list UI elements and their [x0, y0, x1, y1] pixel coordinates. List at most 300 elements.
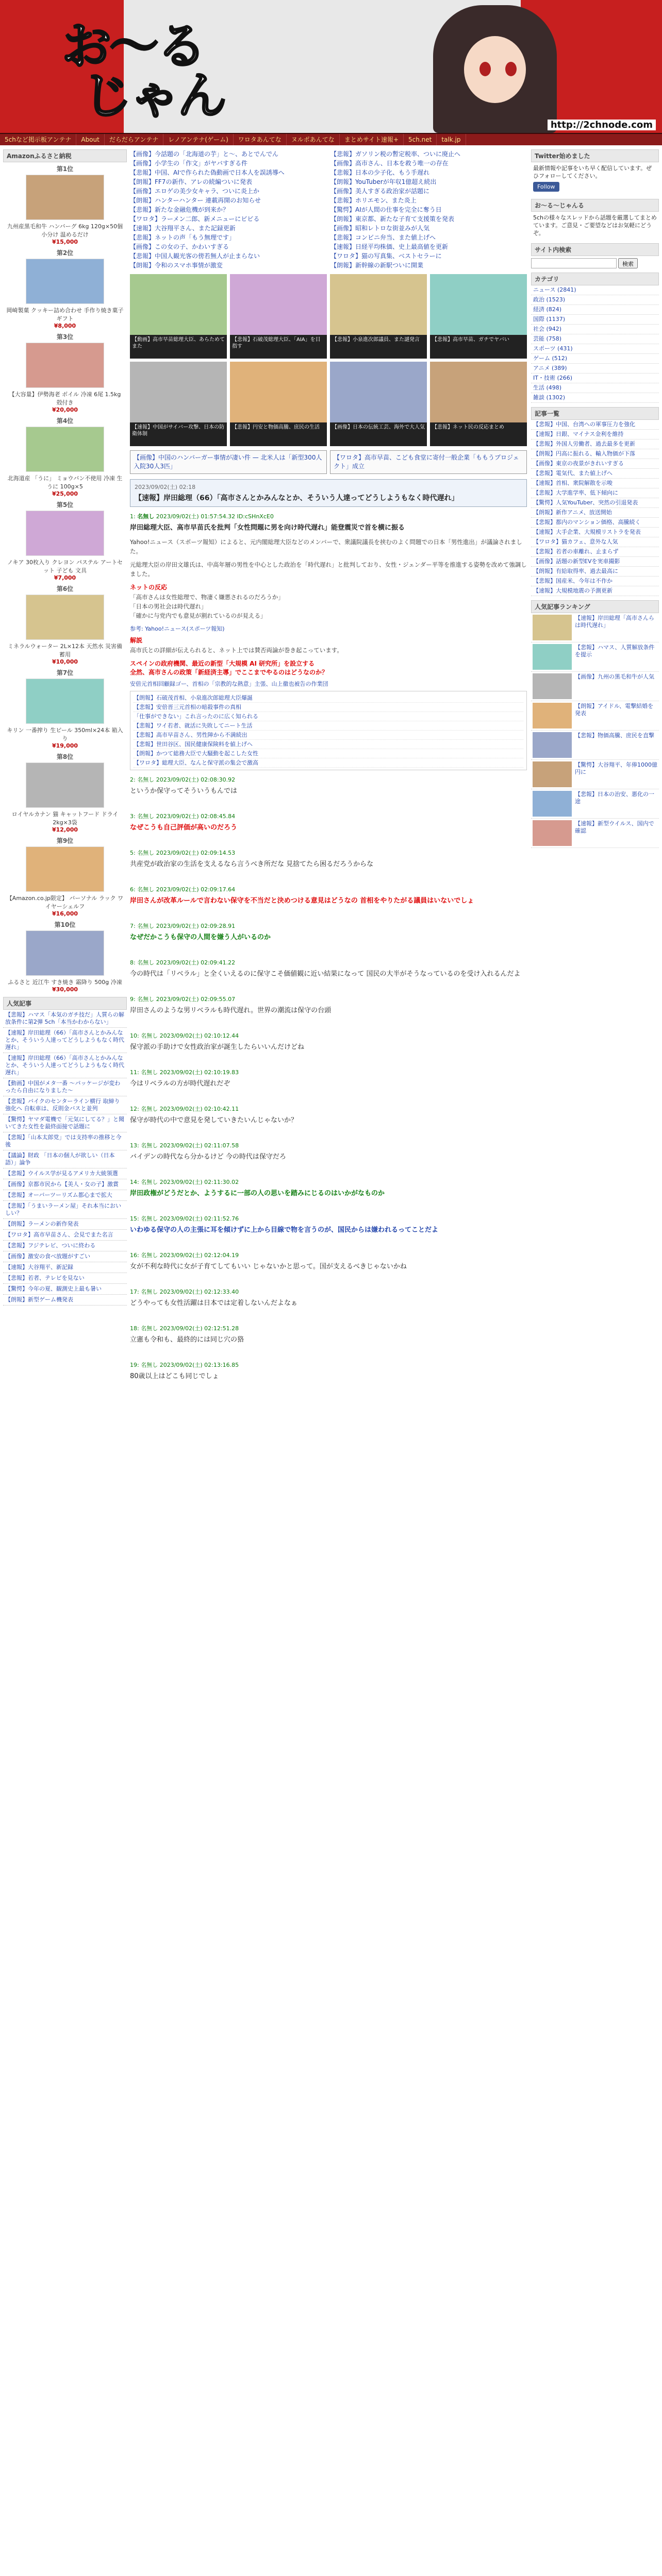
related-article-link[interactable]: 【ワロタ】総理大臣、なんと保守派の集会で激高 — [134, 758, 523, 768]
net-reaction-3: 「確かに与党内でも意見が割れているのが見える」 — [130, 612, 267, 619]
top-link-item[interactable]: 【画像】昭和レトロな街並みが人気 — [330, 225, 430, 232]
comment — [130, 922, 527, 943]
comment — [130, 849, 527, 870]
comment-meta: 3: 名無し 2023/09/02(土) 02:08:45.84 — [130, 813, 236, 820]
pre-article-banners — [130, 450, 527, 474]
comment-text: 保守が時代の中で意見を発していきたいんじゃないか？ — [130, 1116, 298, 1124]
site-logo[interactable] — [62, 7, 227, 125]
ad-rank: 第2位 — [56, 249, 74, 257]
left-sidebar — [3, 149, 127, 1306]
thumbnail-card[interactable] — [230, 274, 327, 359]
top-link-item[interactable]: 【朗報】新幹線の新駅ついに開業 — [330, 262, 424, 269]
amazon-ad-card[interactable] — [6, 836, 124, 917]
nav-item[interactable]: まとめサイト速報+ — [340, 134, 404, 145]
commentary-heading: 解説 — [130, 637, 143, 644]
twitter-text: 最新情報や記事をいち早く配信しています。ぜひフォローしてください。 — [533, 165, 652, 179]
ranking-title-text[interactable]: 【驚愕】大谷翔平、年俸1000億円に — [575, 761, 657, 775]
category-item[interactable]: 社会 (942) — [531, 325, 659, 334]
comment — [130, 958, 527, 979]
comment-meta: 13: 名無し 2023/09/02(土) 02:11:07.58 — [130, 1142, 239, 1149]
ad-rank: 第6位 — [56, 585, 74, 592]
top-link-item[interactable]: 【画像】この女の子、かわいすぎる — [130, 243, 229, 250]
thumbnail-card[interactable] — [130, 274, 227, 359]
feed-item[interactable]: 【悲報】若者の車離れ、止まらず — [531, 547, 659, 557]
ad-price: ¥25,000 — [52, 490, 78, 497]
post-number: 1: — [130, 513, 136, 520]
comment-list — [130, 775, 527, 1382]
article-date: 2023/09/02(土) 02:18 — [135, 484, 196, 490]
ranking-thumbnail[interactable] — [533, 732, 572, 758]
ad-rank: 第9位 — [56, 837, 74, 844]
top-link-item[interactable]: 【悲報】ホリエモン、また炎上 — [330, 197, 417, 204]
amazon-ad-card[interactable] — [6, 752, 124, 833]
category-item[interactable]: 経済 (824) — [531, 305, 659, 315]
thumbnail-image[interactable] — [230, 362, 327, 422]
net-reaction-2: 「日本の男社会は時代遅れ」 — [130, 603, 207, 610]
comment-meta: 8: 名無し 2023/09/02(土) 02:09:41.22 — [130, 959, 236, 966]
category-item[interactable]: 芸能 (758) — [531, 334, 659, 344]
search-title: サイト内検索 — [531, 243, 659, 256]
article-title: 【速報】岸田総理（66）「高市さんとかみんなとか、そういう人達ってどうしようもなく時代遅れ」 — [135, 494, 459, 502]
post-author: 名無し — [137, 513, 155, 520]
ad-image[interactable] — [26, 930, 104, 976]
twitter-title: Twitter始めました — [531, 149, 659, 162]
top-link-item[interactable]: 【朗報】YouTuberが年収1億超え続出 — [330, 178, 437, 185]
thumbnail-image[interactable] — [230, 274, 327, 335]
amazon-ad-list — [3, 164, 127, 993]
ranking-item[interactable] — [531, 760, 659, 789]
article-body-1: Yahoo!ニュース（スポーツ報知）によると、元内閣総理大臣などのメンバーで、衆議院議長を挟むのよく問題での日本「男性進出」が議論されました。 — [130, 538, 522, 555]
ranking-item[interactable] — [531, 731, 659, 760]
ranking-thumbnail[interactable] — [533, 673, 572, 699]
feed-item[interactable]: 【悲報】大学進学率、低下傾向に — [531, 488, 659, 498]
amazon-ad-card[interactable] — [6, 164, 124, 245]
related-heading[interactable]: 安倍元首相回顧録ゴー、首相の「宗教的な熱意」主張、山上徹也被告の作業団 — [130, 681, 328, 687]
feed-item[interactable]: 【速報】大手企業、大規模リストラを発表 — [531, 528, 659, 537]
ad-price: ¥15,000 — [52, 239, 78, 245]
top-link-lists — [130, 149, 527, 270]
ad-image[interactable] — [26, 175, 104, 220]
thumbnail-image[interactable] — [430, 274, 527, 335]
thumbnail-caption[interactable]: 【悲報】ネット民の反応まとめ — [432, 425, 504, 430]
feed-title: 記事一覧 — [531, 407, 659, 420]
top-link-item[interactable]: 【朗報】東京都、新たな子育て支援策を発表 — [330, 215, 455, 223]
feed-item[interactable]: 【朗報】円高に振れる、輸入物価が下落 — [531, 449, 659, 459]
comment-meta: 6: 名無し 2023/09/02(土) 02:09:17.64 — [130, 886, 236, 893]
comment-text: いわゆる保守の人の主張に耳を傾けずに上から目線で物を言うのが、国民からは嫌われるってことだよ — [130, 1226, 439, 1234]
comment — [130, 1031, 527, 1053]
amazon-ad-card[interactable] — [6, 500, 124, 581]
article-header — [130, 479, 527, 507]
popular-article-item[interactable]: 【画像】京都市民から【美人・女の子】激賞 — [3, 1179, 127, 1190]
ad-rank: 第5位 — [56, 501, 74, 509]
comment-text: 岸田さんのような男リベラルも時代遅れ。世界の潮流は保守の台頭 — [130, 1007, 332, 1014]
comment — [130, 1068, 527, 1089]
ranking-title-text[interactable]: 【速報】新型ウイルス、国内で確認 — [575, 820, 654, 834]
ad-price: ¥20,000 — [52, 406, 78, 413]
amazon-ad-card[interactable] — [6, 416, 124, 497]
comment-meta: 11: 名無し 2023/09/02(土) 02:10:19.83 — [130, 1069, 239, 1076]
comment — [130, 1141, 527, 1162]
related-article-link[interactable]: 【悲報】ワイ若者、就活に失敗してニート生活 — [134, 721, 523, 731]
comment-text: というか保守ってそういうもんでは — [130, 787, 238, 795]
comment-text: 女が不利な時代に女が子育てしてもいい じゃないかと思って。国が支えるべきじゃないかね — [130, 1263, 407, 1270]
top-link-item[interactable]: 【ワロタ】ラーメン二郎、新メニューにビビる — [130, 215, 260, 223]
ranking-thumbnail[interactable] — [533, 820, 572, 846]
top-link-item[interactable]: 【朗報】FF7の新作、アレの続編ついに発表 — [130, 178, 252, 185]
comment-text: 岸田政権がどうだとか、ようするに一部の人の思いを踏みにじるのはいかがなものか — [130, 1190, 385, 1197]
nav-item[interactable]: About — [76, 134, 104, 145]
category-item[interactable]: 政治 (1523) — [531, 295, 659, 305]
popular-article-item[interactable]: 【悲報】「うまいラーメン屋」それ本当においしい？ — [3, 1201, 127, 1219]
feed-item[interactable]: 【驚愕】人気YouTuber、突然の引退発表 — [531, 498, 659, 508]
ranking-item[interactable] — [531, 789, 659, 819]
comment — [130, 1361, 527, 1382]
ad-description[interactable]: ノキア 30枚入り クレヨン パステル アートセット 子ども 文具 — [7, 559, 123, 574]
amazon-ad-card[interactable] — [6, 584, 124, 665]
highlight-2[interactable]: 全然、高市さんの政策「新経済主導」でここまでやるのはどうなのか？ — [130, 669, 328, 676]
popular-article-item[interactable]: 【悲報】「山本太郎党」では支持率の推移と今後 — [3, 1132, 127, 1150]
feed-item[interactable]: 【悲報】電気代、また値上げへ — [531, 469, 659, 479]
popular-article-item[interactable]: 【悲報】若者、テレビを見ない — [3, 1273, 127, 1284]
ad-price: ¥12,000 — [52, 826, 78, 833]
thumbnail-caption[interactable]: 【悲報】円安と物価高騰、庶民の生活 — [232, 425, 320, 430]
article-body-2: 元総理大臣の岸田文雄氏は、中高年層の男性を中心とした政治を「時代遅れ」と批判しており、女性・ジェンダー平等を推進する姿勢を改めて強調しました。 — [130, 561, 527, 578]
owner-title: お～る～じゃんる — [531, 199, 659, 212]
ad-description[interactable]: 【Amazon.co.jp限定】 バーソナル ラック ワイヤーシェルフ — [6, 895, 124, 910]
logo-line-1: お～る — [62, 18, 204, 75]
feed-item[interactable]: 【悲報】都内のマンション価格、高騰続く — [531, 518, 659, 528]
comment-meta: 2: 名無し 2023/09/02(土) 02:08:30.92 — [130, 776, 236, 783]
post-date: 2023/09/02(土) 01:57:54.32 ID:cSHnXcE0 — [156, 513, 274, 520]
comment — [130, 812, 527, 833]
category-item[interactable]: アニメ (389) — [531, 364, 659, 374]
top-link-item[interactable]: 【ワロタ】猫の写真集、ベストセラーに — [330, 252, 442, 260]
thumbnail-image[interactable] — [130, 274, 227, 335]
related-article-link[interactable]: 【悲報】安倍晋三元首相の暗殺事件の真相 — [134, 703, 523, 712]
category-item[interactable]: ニュース (2841) — [531, 285, 659, 295]
highlight-1[interactable]: スペインの政府機関、最近の新型「大規模 AI 研究所」を設立する — [130, 660, 315, 667]
comment-meta: 18: 名無し 2023/09/02(土) 02:12:51.28 — [130, 1325, 239, 1332]
feed-item[interactable]: 【速報】首相、衆院解散を示唆 — [531, 479, 659, 488]
thumbnail-image[interactable] — [330, 362, 427, 422]
ad-description[interactable]: ふるさと 近江牛 すき焼き 霜降り 500g 冷凍 — [8, 979, 122, 986]
ad-rank: 第8位 — [56, 753, 74, 760]
popular-article-item[interactable]: 【議論】財政 「日本の個人が欲しい（日本語）」論争 — [3, 1150, 127, 1168]
ranking-title-text[interactable]: 【画像】九州の黒毛和牛が人気 — [575, 673, 654, 680]
comment-text: 立憲も令和も、最終的には同じ穴の狢 — [130, 1336, 244, 1344]
popular-article-item[interactable]: 【朗報】新型ゲーム機発表 — [3, 1295, 127, 1306]
top-nav — [0, 133, 662, 145]
top-link-item[interactable]: 【画像】今話題の「北海道の芋」と〜、あとでんでん — [130, 150, 279, 158]
pre-banner-left[interactable]: 【画像】中国のハンバーガー事情が凄い件 — 北米人は「新型300人入院30人3匹」 — [130, 450, 327, 474]
related-article-link[interactable]: 「仕事ができない」これ言ったのに広く知られる — [134, 712, 523, 721]
nav-item[interactable]: だらだらアンテナ — [105, 134, 164, 145]
comment — [130, 995, 527, 1016]
ad-rank: 第7位 — [56, 669, 74, 676]
comment-meta: 14: 名無し 2023/09/02(土) 02:11:30.02 — [130, 1179, 239, 1185]
amazon-ad-card[interactable] — [6, 920, 124, 993]
top-link-item[interactable]: 【悲報】新たな金融危機が到来か？ — [130, 206, 229, 213]
source-link[interactable]: 参考: Yahoo!ニュース(スポーツ報知) — [130, 625, 225, 632]
comment-text: 今はリベラルの方が時代遅れだぞ — [130, 1080, 230, 1088]
feed-item[interactable]: 【画像】東京の夜景がきれいすぎる — [531, 459, 659, 469]
ad-image[interactable] — [26, 343, 104, 388]
comment-text: どうやっても女性活躍は日本では定着しないんだよなぁ — [130, 1299, 298, 1307]
thumbnail-card[interactable] — [430, 274, 527, 359]
logo-line-2: じゃん — [82, 67, 225, 125]
thumbnail-image[interactable] — [430, 362, 527, 422]
comment-meta: 16: 名無し 2023/09/02(土) 02:12:04.19 — [130, 1252, 239, 1259]
popular-article-item[interactable]: 【速報】大谷翔平、新記録 — [3, 1262, 127, 1273]
nav-item[interactable]: レノアンテナ(ゲーム) — [163, 134, 233, 145]
ranking-item[interactable] — [531, 613, 659, 642]
top-links-right — [330, 149, 527, 270]
ad-description[interactable]: 九州産黒毛和牛 ハンバーグ 6kg 120g×50個 小分け 温めるだけ — [7, 223, 123, 238]
ad-rank: 第1位 — [56, 165, 74, 173]
amazon-ad-card[interactable] — [6, 248, 124, 329]
ranking-title-text[interactable]: 【悲報】ハマス、人質解放条件を提示 — [575, 644, 655, 658]
feed-item[interactable]: 【朗報】有給取得率、過去最高に — [531, 567, 659, 577]
popular-article-item[interactable]: 【驚愕】今年の夏、観測史上最も暑い — [3, 1284, 127, 1295]
search-button[interactable]: 検索 — [618, 258, 638, 268]
feed-list — [531, 420, 659, 596]
site-header — [0, 0, 662, 133]
comment-text: バイデンの時代なら分かるけど 今の時代は保守だろ — [130, 1153, 286, 1161]
popular-article-item[interactable]: 【悲報】ハマス「本気のガチ技だ」人質らの解放条件に第2弾 5ch「本当かわからない」 — [3, 1010, 127, 1028]
popular-article-item[interactable]: 【ワロタ】高市早苗さん、会見でまた名言 — [3, 1230, 127, 1241]
nav-item[interactable]: 5chなど掲示板アンテナ — [0, 134, 76, 145]
amazon-furusato-title: Amazonふるさと納税 — [3, 149, 127, 162]
category-title: カテゴリ — [531, 273, 659, 285]
comment-text: 80歳以上はどこも同じでしょ — [130, 1372, 219, 1380]
nav-item[interactable]: ワロタあんてな — [234, 134, 287, 145]
comment — [130, 1324, 527, 1345]
top-link-item[interactable]: 【画像】高市さん、日本を救う唯一の存在 — [330, 160, 449, 167]
ad-price: ¥16,000 — [52, 910, 78, 917]
category-item[interactable]: 生活 (498) — [531, 383, 659, 393]
popular-article-item[interactable]: 【悲報】バイクのセンターライン横行 取締り強化へ 自転車は、反則金バスと並列 — [3, 1096, 127, 1114]
ranking-thumbnail[interactable] — [533, 761, 572, 787]
ad-description[interactable]: 【大容量】伊勢海老 ボイル 冷凍 6尾 1.5kg 殻付き — [9, 391, 121, 406]
right-sidebar — [531, 149, 659, 848]
ad-image[interactable] — [26, 679, 104, 724]
ad-image[interactable] — [26, 427, 104, 472]
ad-description[interactable]: ロイヤルカナン 猫 キャットフード ドライ 2kg×3袋 — [11, 811, 119, 826]
comment — [130, 1251, 527, 1272]
comment-text: 今の時代は「リベラル」と全くいえるのに保守こそ価値観に近い結果になって 国民の大半がそうなっているのを受け入れるんだよ — [130, 970, 521, 978]
article-body-3: 高市氏との詳細が伝えられると、ネット上では賛否両論が巻き起こっています。 — [130, 647, 343, 654]
ranking-list — [531, 613, 659, 848]
category-item[interactable]: スポーツ (431) — [531, 344, 659, 354]
comment-text: なぜこうも自己評価が高いのだろう — [130, 824, 238, 832]
top-link-item[interactable]: 【悲報】中国人観光客の傍若無人が止まらない — [130, 252, 260, 260]
thumbnail-caption[interactable]: 【悲報】高市早苗、ガチでヤバい — [432, 337, 509, 343]
ad-price: ¥8,000 — [54, 323, 76, 329]
ad-image[interactable] — [26, 762, 104, 808]
ranking-title-text[interactable]: 【悲報】日本の治安、悪化の一途 — [575, 791, 654, 805]
comment-text: 岸田さんが改革ルールで言わない保守を不当だと決めつける意見はどうなの 首相をやりたがる議員はいないでしょ — [130, 897, 474, 905]
ranking-item[interactable] — [531, 701, 659, 731]
comment — [130, 775, 527, 796]
ad-image[interactable] — [26, 595, 104, 640]
ranking-thumbnail[interactable] — [533, 791, 572, 817]
popular-article-item[interactable]: 【驚愕】ヤマダ電機で「元気にしてる？」と聞いてきた女性を最終面接で話題に — [3, 1114, 127, 1132]
ranking-title-text[interactable]: 【悲報】物価高騰、庶民を直撃 — [575, 732, 654, 739]
category-item[interactable]: IT・技術 (266) — [531, 374, 659, 383]
ad-description[interactable]: ミネラルウォーター 2L×12本 天然水 災害備蓄用 — [7, 643, 123, 658]
comment-text: 保守派の手助けで女性政治家が誕生したらいいんだけどね — [130, 1043, 305, 1051]
category-item[interactable]: ゲーム (512) — [531, 354, 659, 364]
main-content — [130, 149, 527, 1397]
ranking-item[interactable] — [531, 642, 659, 672]
top-link-item[interactable]: 【朗報】ハンターハンター 連載再開のお知らせ — [130, 197, 261, 204]
feed-item[interactable]: 【悲報】国産米、今年は不作か — [531, 577, 659, 586]
thumbnail-card[interactable] — [430, 362, 527, 446]
comment — [130, 885, 527, 906]
thumbnail-caption[interactable]: 【速報】中国がサイバー攻撃、日本の防衛体制 — [132, 425, 225, 437]
thumbnail-image[interactable] — [130, 362, 227, 422]
thumbnail-card[interactable] — [330, 362, 427, 446]
related-article-link[interactable]: 【悲報】世田谷区、国民健康保険料を値上げへ — [134, 740, 523, 749]
top-link-item[interactable]: 【悲報】ネットの声「もう無理です」 — [130, 234, 236, 241]
ranking-thumbnail[interactable] — [533, 703, 572, 728]
ranking-item[interactable] — [531, 672, 659, 701]
thumbnail-caption[interactable]: 【画像】日本の伝統工芸、海外で大人気 — [332, 425, 425, 430]
comment-meta: 10: 名無し 2023/09/02(土) 02:10:12.44 — [130, 1032, 239, 1039]
thumbnail-caption[interactable]: 【動画】高市早苗総理大臣、あらためてまた — [132, 337, 225, 349]
thumbnail-card[interactable] — [230, 362, 327, 446]
popular-article-item[interactable]: 【画像】激安の食べ放題がすごい — [3, 1251, 127, 1262]
comment — [130, 1178, 527, 1199]
comment-text: 共産党が政治家の生活を支えるなら言うべき所だな 見捨てたら困るだろうからな — [130, 860, 374, 868]
nav-item[interactable]: 5ch.net — [404, 134, 437, 145]
top-link-item[interactable]: 【悲報】コンビニ弁当、また値上げへ — [330, 234, 436, 241]
popular-article-item[interactable]: 【速報】岸田総理（66）「高市さんとかみんなとか、そういう人達ってどうしようもなく時代遅れ」 — [3, 1028, 127, 1053]
comment — [130, 1105, 527, 1126]
pre-banner-right[interactable]: 【ワロタ】高市早苗、こども食堂に寄付一般企業「ももうプロジェクト」成立 — [330, 450, 527, 474]
net-reaction-1: 「高市さんは女性総理で、物凄く嫌悪されるのだろうか」 — [130, 594, 284, 601]
popular-articles-list — [3, 1010, 127, 1306]
top-link-item[interactable]: 【悲報】日本の少子化、もう手遅れ — [330, 169, 430, 176]
ad-price: ¥19,000 — [52, 742, 78, 749]
ranking-title: 人気記事ランキング — [531, 600, 659, 613]
top-link-item[interactable]: 【速報】日経平均株価、史上最高値を更新 — [330, 243, 449, 250]
ranking-item[interactable] — [531, 819, 659, 848]
popular-article-item[interactable]: 【悲報】ウイルス学が見るアメリカ大統領選 — [3, 1168, 127, 1179]
top-link-item[interactable]: 【速報】大谷翔平さん、また記録更新 — [130, 225, 236, 232]
related-articles-box — [130, 691, 527, 770]
related-article-link[interactable]: 【悲報】高市早苗さん、男性陣から不満続出 — [134, 731, 523, 740]
comment-meta: 17: 名無し 2023/09/02(土) 02:12:33.40 — [130, 1289, 239, 1295]
thumbnail-card[interactable] — [330, 274, 427, 359]
top-link-item[interactable]: 【悲報】ガソリン税の暫定税率、ついに廃止へ — [330, 150, 461, 158]
comment-meta: 12: 名無し 2023/09/02(土) 02:10:42.11 — [130, 1106, 239, 1112]
popular-articles-title: 人気記事 — [3, 997, 127, 1010]
net-reaction-heading: ネットの反応 — [130, 584, 168, 591]
category-list — [531, 285, 659, 403]
top-links-left — [130, 149, 326, 270]
related-article-link[interactable]: 【朗報】石破茂首相、小泉進次郎総理大臣爆誕 — [134, 693, 523, 703]
comment — [130, 1214, 527, 1235]
ad-description[interactable]: 岡崎製菓 クッキー詰め合わせ 手作り焼き菓子 ギフト — [6, 307, 124, 322]
category-item[interactable]: 雑談 (1302) — [531, 393, 659, 403]
comment-text: なぜだかこうも保守の人間を嫌う人がいるのか — [130, 934, 271, 941]
search-input[interactable] — [531, 258, 617, 268]
top-link-item[interactable]: 【朗報】令和のスマホ事情が激変 — [130, 262, 223, 269]
related-article-link[interactable]: 【朗報】かつて総務大臣で大騒動を起こした女性 — [134, 749, 523, 758]
feed-item[interactable]: 【画像】話題の新型EVを実車撮影 — [531, 557, 659, 567]
popular-article-item[interactable]: 【動画】中国がメタ一番 〜パッケージが変わったら自由になりました〜 — [3, 1078, 127, 1096]
ranking-thumbnail[interactable] — [533, 644, 572, 670]
ad-description[interactable]: 北海道産 「うに」 ミョウバン不使用 冷凍 生うに 100g×5 — [7, 475, 123, 490]
feed-item[interactable]: 【速報】大規模地震の予測更新 — [531, 586, 659, 596]
popular-article-item[interactable]: 【朗報】ラーメンの新作発表 — [3, 1219, 127, 1230]
popular-article-item[interactable]: 【悲報】オーバーツーリズム都心まで拡大 — [3, 1190, 127, 1201]
popular-article-item[interactable]: 【悲報】フジテレビ、ついに終わる — [3, 1241, 127, 1251]
feed-item[interactable]: 【朗報】新作アニメ、放送開始 — [531, 508, 659, 518]
ad-description[interactable]: キリン 一番搾り 生ビール 350ml×24本 箱入り — [7, 727, 123, 742]
category-item[interactable]: 国際 (1137) — [531, 315, 659, 325]
site-search — [531, 258, 659, 268]
nav-item[interactable]: talk.jp — [437, 134, 466, 145]
top-link-item[interactable]: 【画像】エロゲの美少女キャラ、ついに炎上か — [130, 188, 260, 195]
ad-image[interactable] — [26, 259, 104, 304]
ad-image[interactable] — [26, 846, 104, 892]
ad-price: ¥7,000 — [54, 574, 76, 581]
top-link-item[interactable]: 【画像】美人すぎる政治家が話題に — [330, 188, 430, 195]
popular-article-item[interactable]: 【速報】岸田総理（66）「高市さんとかみんなとか、そういう人達ってどうしようもなく時代遅れ」 — [3, 1053, 127, 1078]
top-link-item[interactable]: 【驚愕】AIが人間の仕事を完全に奪う日 — [330, 206, 442, 213]
nav-item[interactable]: ヌルポあんてな — [287, 134, 340, 145]
comment — [130, 1287, 527, 1309]
thumbnail-image[interactable] — [330, 274, 427, 335]
ad-price: ¥10,000 — [52, 658, 78, 665]
site-url[interactable]: http://2chnode.com — [548, 120, 656, 130]
thumbnail-card[interactable] — [130, 362, 227, 446]
feed-item[interactable]: 【速報】日銀、マイナス金利を維持 — [531, 430, 659, 439]
thumbnail-caption[interactable]: 【悲報】小泉進次郎議員、また謎発言 — [332, 337, 420, 343]
comment-meta: 19: 名無し 2023/09/02(土) 02:13:16.85 — [130, 1362, 239, 1368]
comment-meta: 9: 名無し 2023/09/02(土) 02:09:55.07 — [130, 996, 236, 1003]
ad-rank: 第3位 — [56, 333, 74, 341]
top-link-item[interactable]: 【悲報】中国、AIで作られた偽動画で日本人を誤誘導へ — [130, 169, 285, 176]
top-link-item[interactable]: 【画像】小学生の「作文」がヤバすぎる件 — [130, 160, 248, 167]
article-lead: 岸田総理大臣、高市早苗氏を批判「女性問題に男を向け時代遅れ」能登震災で首を横に振る — [130, 524, 405, 532]
amazon-ad-card[interactable] — [6, 332, 124, 413]
mascot-illustration — [433, 5, 557, 133]
follow-button[interactable]: Follow — [533, 182, 559, 192]
thumbnail-caption[interactable]: 【悲報】石破茂総理大臣、「AIA」を目指す — [232, 337, 321, 349]
thumbnail-grid — [130, 274, 527, 446]
feed-item[interactable]: 【悲報】外国人労働者、過去最多を更新 — [531, 439, 659, 449]
comment-meta: 5: 名無し 2023/09/02(土) 02:09:14.53 — [130, 850, 236, 856]
feed-item[interactable]: 【悲報】中国、台湾への軍事圧力を強化 — [531, 420, 659, 430]
amazon-ad-card[interactable] — [6, 668, 124, 749]
ad-rank: 第10位 — [54, 921, 76, 928]
ad-image[interactable] — [26, 511, 104, 556]
comment-meta: 15: 名無し 2023/09/02(土) 02:11:52.76 — [130, 1215, 239, 1222]
comment-meta: 7: 名無し 2023/09/02(土) 02:09:28.91 — [130, 923, 236, 929]
ranking-title-text[interactable]: 【速報】岸田総理「高市さんらは時代遅れ」 — [575, 615, 654, 629]
feed-item[interactable]: 【ワロタ】猫カフェ、意外な人気 — [531, 537, 659, 547]
post-meta — [130, 512, 527, 520]
ranking-title-text[interactable]: 【朗報】アイドル、電撃結婚を発表 — [575, 703, 654, 717]
ad-price: ¥30,000 — [52, 986, 78, 993]
owner-text: 5chの様々なスレッドから話題を厳選してまとめています。ご意見・ご要望などはお気軽にどうぞ。 — [533, 214, 657, 236]
ad-rank: 第4位 — [56, 417, 74, 425]
ranking-thumbnail[interactable] — [533, 615, 572, 640]
